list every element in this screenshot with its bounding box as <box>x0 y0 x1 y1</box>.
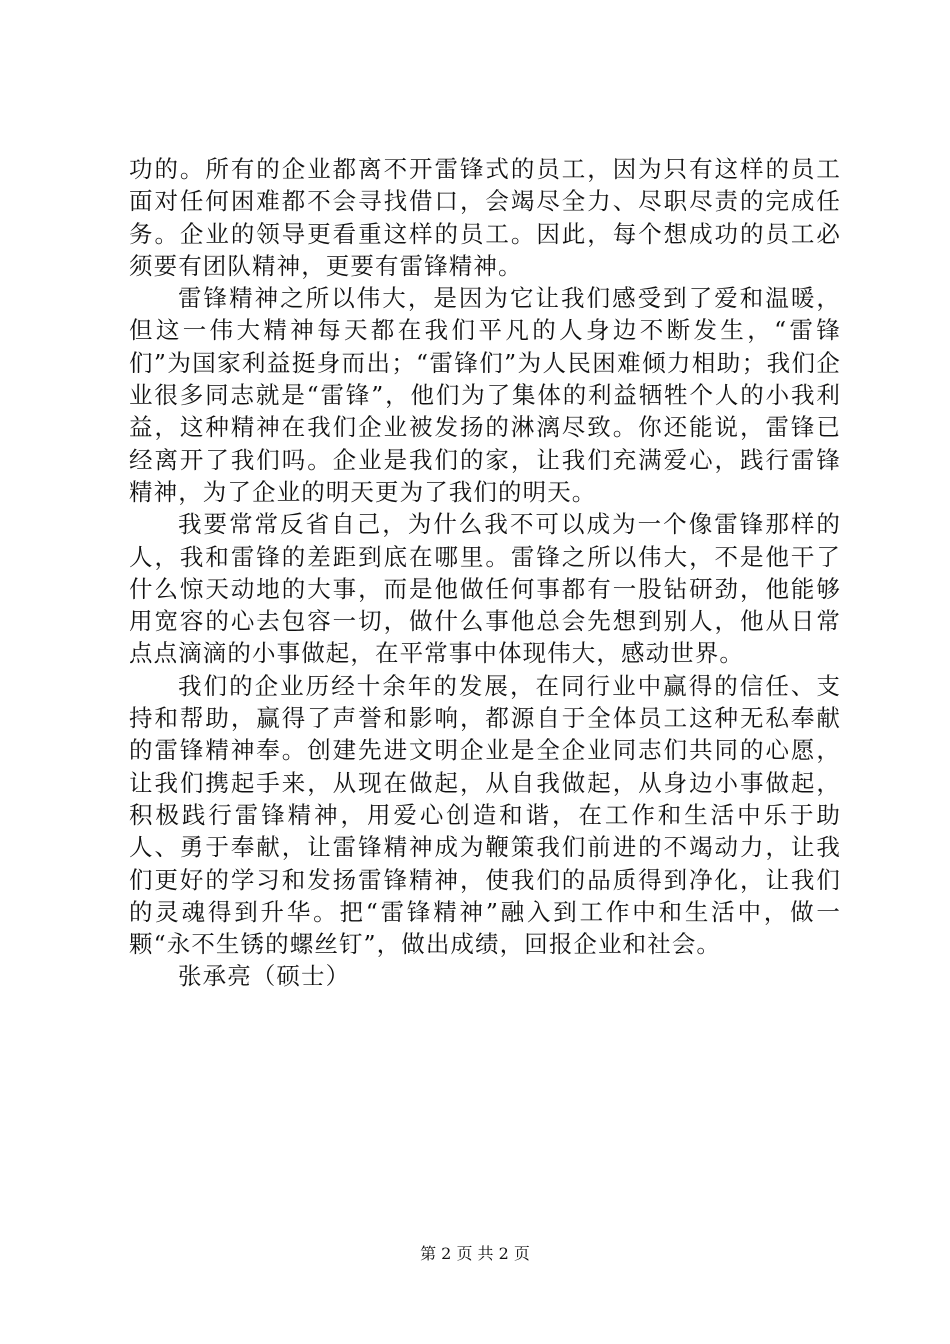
paragraph-lei-feng-spirit: 雷锋精神之所以伟大，是因为它让我们感受到了爱和温暖，但这一伟大精神每天都在我们平凡的人身边不断发生，“雷锋们”为国家利益挺身而出；“雷锋们”为人民困难倾力相助；我们企业很多同志就是“雷锋”，他们为了集体的利益牺牲个人的小我利益，这种精神在我们企业被发扬的淋漓尽致。你还能说，雷锋已经离开了我们吗。企业是我们的家，让我们充满爱心，践行雷锋精神，为了企业的明天更为了我们的明天。 <box>129 284 841 506</box>
article-body <box>129 153 841 993</box>
paragraph-continuation: 功的。所有的企业都离不开雷锋式的员工，因为只有这样的员工面对任何困难都不会寻找借口，会竭尽全力、尽职尽责的完成任务。企业的领导更看重这样的员工。因此，每个想成功的员工必须要有团队精神，更要有雷锋精神。 <box>129 155 841 280</box>
paragraph-enterprise-development: 我们的企业历经十余年的发展，在同行业中赢得的信任、支持和帮助，赢得了声誉和影响，都源自于全体员工这种无私奉献的雷锋精神奉。创建先进文明企业是全企业同志们共同的心愿，让我们携起手来，从现在做起，从自我做起，从身边小事做起，积极践行雷锋精神，用爱心创造和谐，在工作和生活中乐于助人、勇于奉献，让雷锋精神成为鞭策我们前进的不竭动力，让我们更好的学习和发扬雷锋精神，使我们的品质得到净化，让我们的灵魂得到升华。把“雷锋精神”融入到工作中和生活中，做一颗“永不生锈的螺丝钉”，做出成绩，回报企业和社会。 <box>129 671 841 959</box>
page-number-footer: 第 2 页 共 2 页 <box>420 1244 530 1263</box>
paragraph-self-reflection: 我要常常反省自己，为什么我不可以成为一个像雷锋那样的人，我和雷锋的差距到底在哪里。雷锋之所以伟大，不是他干了什么惊天动地的大事，而是他做任何事都有一股钻研劲，他能够用宽容的心去包容一切，做什么事他总会先想到别人，他从日常点点滴滴的小事做起，在平常事中体现伟大，感动世界。 <box>129 510 841 668</box>
author-signature: 张承亮（硕士） <box>178 962 351 991</box>
